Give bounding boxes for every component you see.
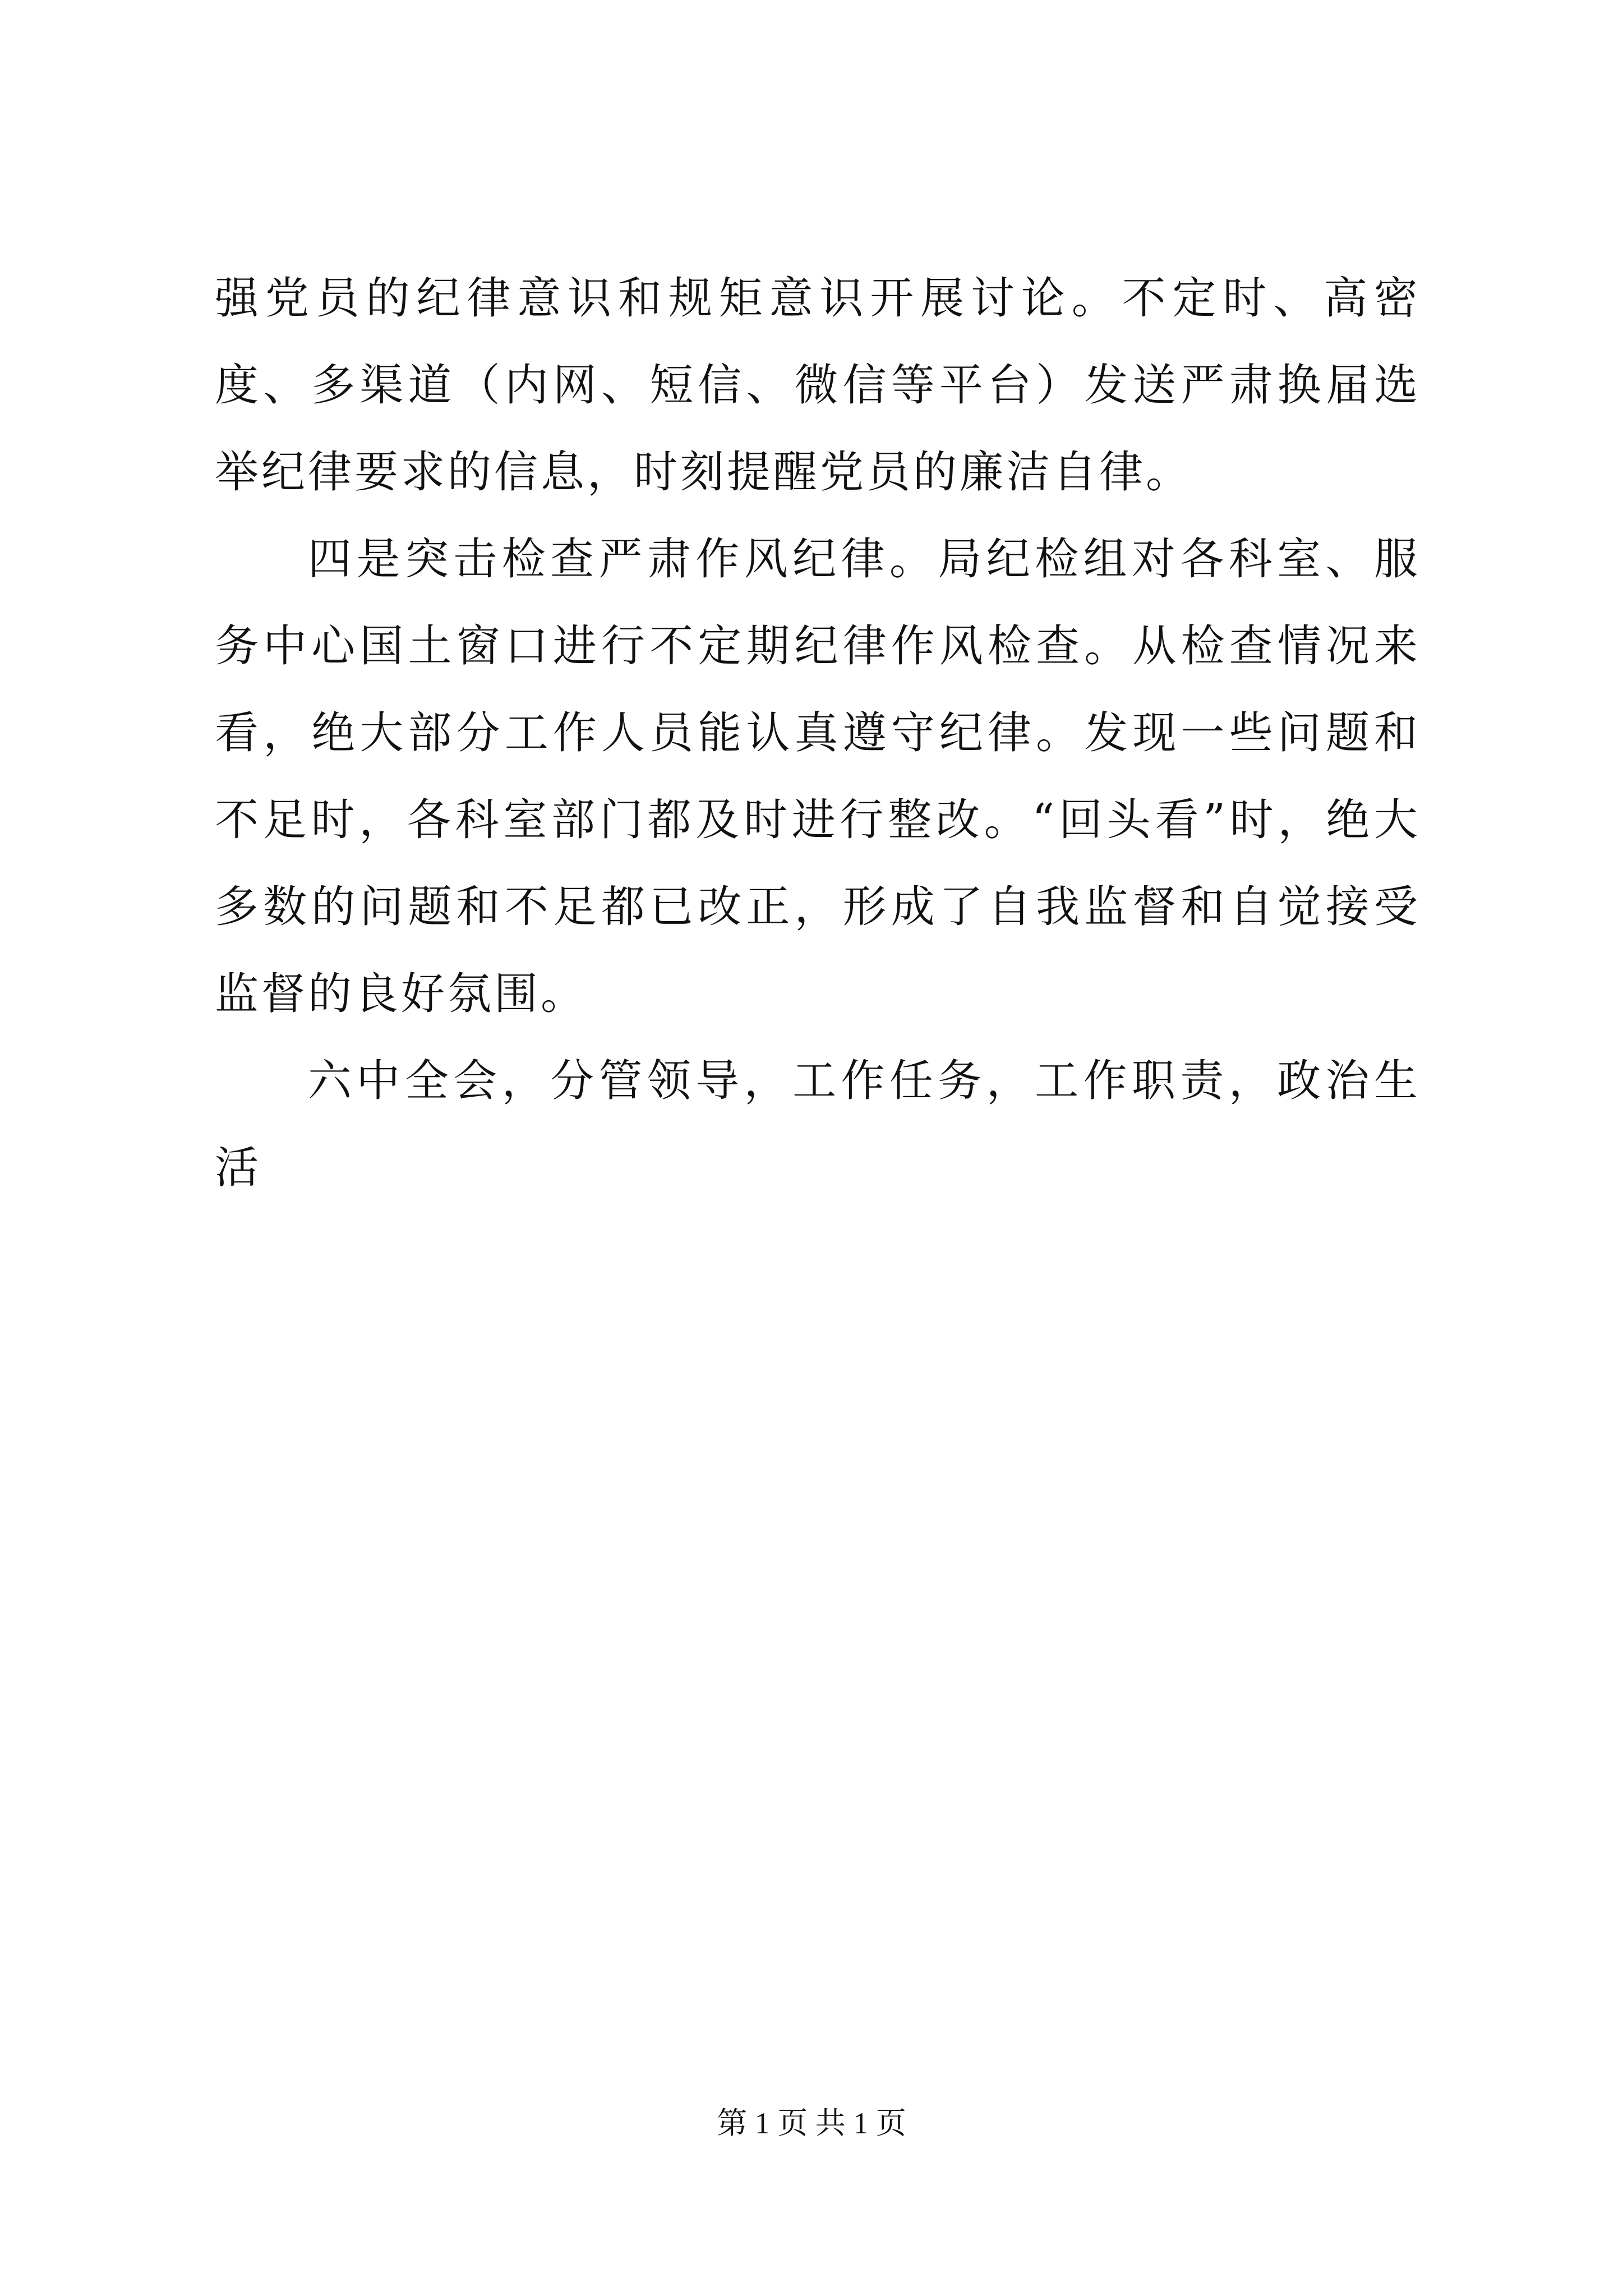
paragraph-continuation: 强党员的纪律意识和规矩意识开展讨论。不定时、高密度、多渠道（内网、短信、微信等平台）发送严肃换届选举纪律要求的信息，时刻提醒党员的廉洁自律。 (215, 273, 1421, 498)
paragraph-keywords: 六中全会，分管领导，工作任务，工作职责，政治生活 (215, 1056, 1421, 1193)
paragraph-inspection: 四是突击检查严肃作风纪律。局纪检组对各科室、服务中心国土窗口进行不定期纪律作风检查。从检查情况来看，绝大部分工作人员能认真遵守纪律。发现一些问题和不足时，各科室部门都及时进行整改。“回头看”时，绝大多数的问题和不足都已改正，形成了自我监督和自觉接受监督的良好氛围。 (215, 534, 1421, 1019)
document-body (215, 255, 1421, 1212)
page-footer: 第 1 页 共 1 页 (717, 2106, 906, 2140)
